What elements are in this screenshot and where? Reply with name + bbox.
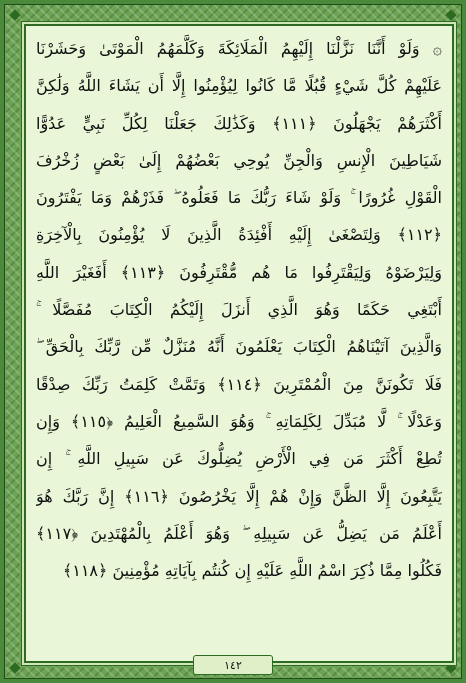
text-line: وَعَدْلًا ۚ لَّا مُبَدِّلَ لِكَلِمَاتِهِ ۚ وَهُوَ السَّمِيعُ الْعَلِيمُ ﴿١١٥﴾ وَإِن [36,411,442,431]
text-line: فَلَا تَكُونَنَّ مِنَ الْمُمْتَرِينَ ﴿١١٤﴾ وَتَمَّتْ كَلِمَتُ رَبِّكَ صِدْقًا [36,374,442,394]
corner-ornament-icon [445,9,456,20]
text-line: وَلِيَرْضَوْهُ وَلِيَقْتَرِفُوا مَا هُم مُّقْتَرِفُونَ ﴿١١٣﴾ أَفَغَيْرَ اللَّهِ [36,262,442,282]
page-number-badge [193,655,273,675]
corner-ornament-icon [445,662,456,673]
verse-text [36,30,442,589]
text-line: فَكُلُوا مِمَّا ذُكِرَ اسْمُ اللَّهِ عَلَيْهِ إِن كُنتُم بِآيَاتِهِ مُؤْمِنِينَ ﴿١١٨﴾ [62,561,442,581]
text-line: أَعْلَمُ مَن يَضِلُّ عَن سَبِيلِهِ ۖ وَهُوَ أَعْلَمُ بِالْمُهْتَدِينَ ﴿١١٧﴾ [36,523,442,543]
text-line: أَبْتَغِي حَكَمًا وَهُوَ الَّذِي أَنزَلَ إِلَيْكُمُ الْكِتَابَ مُفَصَّلًا ۚ [36,300,442,320]
text-line: وَالَّذِينَ آتَيْنَاهُمُ الْكِتَابَ يَعْلَمُونَ أَنَّهُ مُنَزَّلٌ مِّن رَّبِّكَ بِالْحَقِّ ۖ [36,337,442,357]
text-line: أَكْثَرَهُمْ يَجْهَلُونَ ﴿١١١﴾ وَكَذَٰلِكَ جَعَلْنَا لِكُلِّ نَبِيٍّ عَدُوًّا [36,113,442,133]
text-line: تُطِعْ أَكْثَرَ مَن فِي الْأَرْضِ يُضِلُّوكَ عَن سَبِيلِ اللَّهِ ۚ إِن [36,449,442,469]
corner-ornament-icon [9,9,20,20]
text-line: عَلَيْهِمْ كُلَّ شَيْءٍ قُبُلًا مَّا كَانُوا لِيُؤْمِنُوا إِلَّا أَن يَشَاءَ اللَّهُ وَلَٰكِنَّ [36,76,442,96]
text-panel [24,24,454,663]
text-line: الْقَوْلِ غُرُورًا ۚ وَلَوْ شَاءَ رَبُّكَ مَا فَعَلُوهُ ۖ فَذَرْهُمْ وَمَا يَفْتَرُونَ [36,188,442,208]
decorative-frame [4,4,462,679]
page-number: ١٤٢ [224,658,242,672]
corner-ornament-icon [9,662,20,673]
text-line: يَتَّبِعُونَ إِلَّا الظَّنَّ وَإِنْ هُمْ إِلَّا يَخْرُصُونَ ﴿١١٦﴾ إِنَّ رَبَّكَ هُوَ [36,486,442,506]
text-line: ﴿١١٢﴾ وَلِتَصْغَىٰ إِلَيْهِ أَفْئِدَةُ الَّذِينَ لَا يُؤْمِنُونَ بِالْآخِرَةِ [36,225,442,245]
text-line: ۞ وَلَوْ أَنَّنَا نَزَّلْنَا إِلَيْهِمُ الْمَلَائِكَةَ وَكَلَّمَهُمُ الْمَوْتَىٰ وَحَشَرْنَا [36,39,442,58]
text-line: شَيَاطِينَ الْإِنسِ وَالْجِنِّ يُوحِي بَعْضُهُمْ إِلَىٰ بَعْضٍ زُخْرُفَ [36,150,442,170]
